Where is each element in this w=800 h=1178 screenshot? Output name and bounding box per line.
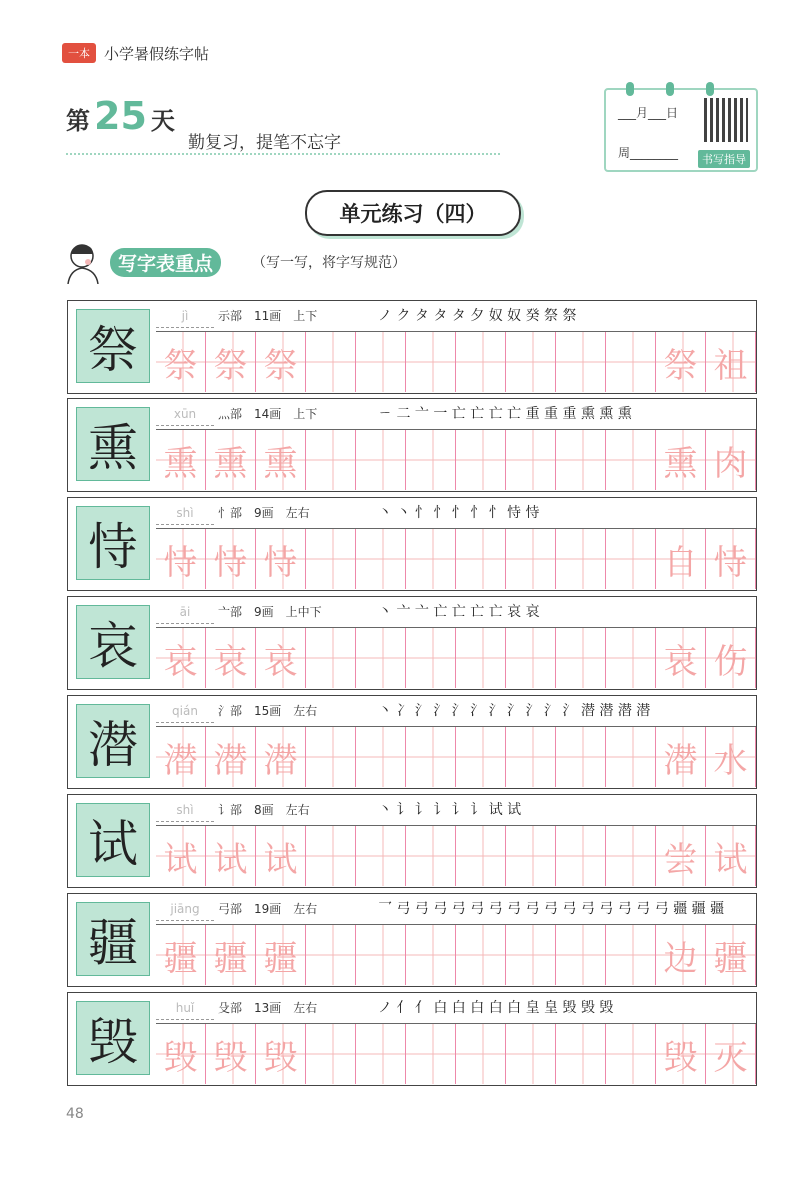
trace-character: 毁 bbox=[263, 1037, 298, 1078]
writing-cell[interactable] bbox=[356, 332, 406, 392]
writing-cell[interactable] bbox=[706, 925, 756, 985]
pinyin-box: qián bbox=[156, 700, 214, 723]
writing-cell[interactable] bbox=[656, 727, 706, 787]
section-hint: （写一写，将字写规范） bbox=[252, 255, 406, 271]
trace-character bbox=[406, 430, 455, 490]
trace-character bbox=[306, 430, 355, 490]
writing-cell[interactable] bbox=[506, 529, 556, 589]
writing-cell[interactable] bbox=[556, 332, 606, 392]
writing-cell[interactable] bbox=[706, 430, 756, 490]
trace-character: 祭 bbox=[163, 345, 198, 386]
writing-cell[interactable] bbox=[606, 925, 656, 985]
writing-cell[interactable] bbox=[456, 628, 506, 688]
writing-cell[interactable] bbox=[706, 628, 756, 688]
writing-cell[interactable] bbox=[406, 826, 456, 886]
day-title bbox=[66, 94, 175, 138]
page-number: 48 bbox=[66, 1106, 84, 1122]
writing-cell[interactable] bbox=[356, 826, 406, 886]
trace-character bbox=[456, 1024, 505, 1084]
trace-character bbox=[456, 826, 505, 886]
trace-character bbox=[456, 925, 505, 985]
trace-character bbox=[306, 925, 355, 985]
writing-cell[interactable] bbox=[306, 727, 356, 787]
writing-cell[interactable] bbox=[206, 332, 256, 392]
trace-character: 灭 bbox=[713, 1037, 748, 1078]
trace-character bbox=[606, 826, 655, 886]
trace-character bbox=[556, 332, 605, 392]
trace-character bbox=[556, 628, 605, 688]
trace-character bbox=[506, 332, 555, 392]
writing-grid bbox=[156, 429, 756, 490]
pinyin-box: shì bbox=[156, 502, 214, 525]
trace-character: 伤 bbox=[713, 641, 748, 682]
writing-cell[interactable] bbox=[406, 430, 456, 490]
stroke-order: 乛 弓 弓 弓 弓 弓 弓 弓 弓 弓 弓 弓 弓 弓 弓 弓 疆 疆 疆 bbox=[378, 901, 725, 917]
trace-character bbox=[556, 1024, 605, 1084]
trace-character bbox=[356, 925, 405, 985]
writing-cell[interactable] bbox=[606, 826, 656, 886]
trace-character bbox=[506, 925, 555, 985]
model-character: 恃 bbox=[76, 506, 150, 580]
writing-cell[interactable] bbox=[456, 430, 506, 490]
trace-character bbox=[406, 628, 455, 688]
trace-character: 疆 bbox=[163, 938, 198, 979]
writing-grid bbox=[156, 528, 756, 589]
model-character: 潜 bbox=[76, 704, 150, 778]
practice-row bbox=[67, 992, 757, 1086]
trace-character: 试 bbox=[163, 839, 198, 880]
date-field[interactable]: ___月___日 bbox=[618, 106, 679, 120]
series-title: 小学暑假练字帖 bbox=[104, 44, 210, 63]
pinyin-box: jiāng bbox=[156, 898, 214, 921]
writing-cell[interactable] bbox=[206, 628, 256, 688]
binder-pin-icon bbox=[666, 82, 674, 96]
trace-character bbox=[306, 628, 355, 688]
trace-character: 自 bbox=[663, 542, 698, 583]
writing-cell[interactable] bbox=[456, 332, 506, 392]
trace-character bbox=[356, 332, 405, 392]
writing-cell[interactable] bbox=[356, 925, 406, 985]
writing-cell[interactable] bbox=[356, 529, 406, 589]
stroke-order: 丶 亠 亠 亡 亡 亡 亡 哀 哀 bbox=[378, 604, 540, 620]
character-info: 灬部 14画 上下 bbox=[218, 407, 318, 421]
writing-cell[interactable] bbox=[556, 628, 606, 688]
trace-character bbox=[606, 628, 655, 688]
writing-cell[interactable] bbox=[156, 332, 206, 392]
trace-character bbox=[456, 529, 505, 589]
qr-code-icon[interactable] bbox=[704, 98, 748, 142]
pinyin-box: āi bbox=[156, 601, 214, 624]
writing-cell[interactable] bbox=[206, 529, 256, 589]
writing-cell[interactable] bbox=[606, 727, 656, 787]
writing-cell[interactable] bbox=[156, 826, 206, 886]
trace-character: 哀 bbox=[213, 641, 248, 682]
character-info: 讠部 8画 左右 bbox=[218, 803, 310, 817]
character-info: 亠部 9画 上中下 bbox=[218, 605, 322, 619]
writing-cell[interactable] bbox=[556, 529, 606, 589]
stroke-order: ノ ク タ タ タ 夕 奴 奴 癸 祭 祭 bbox=[378, 308, 577, 324]
writing-cell[interactable] bbox=[506, 430, 556, 490]
writing-cell[interactable] bbox=[306, 925, 356, 985]
writing-cell[interactable] bbox=[506, 826, 556, 886]
character-info: 殳部 13画 左右 bbox=[218, 1001, 318, 1015]
practice-row bbox=[67, 596, 757, 690]
writing-cell[interactable] bbox=[156, 727, 206, 787]
stroke-order: 丶 讠 讠 讠 讠 讠 试 试 bbox=[378, 802, 522, 818]
writing-cell[interactable] bbox=[456, 727, 506, 787]
writing-cell[interactable] bbox=[506, 628, 556, 688]
trace-character: 试 bbox=[713, 839, 748, 880]
writing-cell[interactable] bbox=[256, 628, 306, 688]
trace-character: 边 bbox=[663, 938, 698, 979]
writing-cell[interactable] bbox=[606, 332, 656, 392]
stroke-order: 丶 冫 氵 氵 氵 氵 氵 氵 氵 氵 氵 潜 潜 潜 潜 bbox=[378, 703, 651, 719]
writing-cell[interactable] bbox=[606, 628, 656, 688]
character-info: 弓部 19画 左右 bbox=[218, 902, 318, 916]
stroke-order: ノ 亻 亻 白 白 白 白 白 皇 皇 毁 毁 毁 bbox=[378, 1000, 614, 1016]
trace-character: 毁 bbox=[163, 1037, 198, 1078]
writing-cell[interactable] bbox=[556, 1024, 606, 1084]
writing-cell[interactable] bbox=[506, 332, 556, 392]
writing-cell[interactable] bbox=[306, 430, 356, 490]
writing-cell[interactable] bbox=[656, 529, 706, 589]
writing-cell[interactable] bbox=[356, 727, 406, 787]
trace-character: 祭 bbox=[263, 345, 298, 386]
trace-character bbox=[456, 628, 505, 688]
writing-cell[interactable] bbox=[356, 430, 406, 490]
writing-cell[interactable] bbox=[656, 628, 706, 688]
practice-row bbox=[67, 695, 757, 789]
stroke-order: ㄧ 二 亠 一 亡 亡 亡 亡 重 重 重 熏 熏 熏 bbox=[378, 406, 632, 422]
writing-cell[interactable] bbox=[456, 925, 506, 985]
trace-character: 潜 bbox=[663, 740, 698, 781]
writing-cell[interactable] bbox=[706, 529, 756, 589]
trace-character bbox=[506, 826, 555, 886]
trace-character bbox=[606, 332, 655, 392]
trace-character bbox=[606, 1024, 655, 1084]
trace-character: 尝 bbox=[663, 839, 698, 880]
pinyin-box: huǐ bbox=[156, 997, 214, 1020]
writing-cell[interactable] bbox=[406, 529, 456, 589]
date-box bbox=[604, 88, 758, 172]
trace-character bbox=[356, 529, 405, 589]
trace-character bbox=[456, 727, 505, 787]
practice-row bbox=[67, 794, 757, 888]
trace-character bbox=[406, 826, 455, 886]
trace-character bbox=[506, 1024, 555, 1084]
stroke-order: 丶 丶 忄 忄 忄 忄 忄 恃 恃 bbox=[378, 505, 540, 521]
trace-character: 试 bbox=[213, 839, 248, 880]
practice-row bbox=[67, 893, 757, 987]
writing-cell[interactable] bbox=[656, 332, 706, 392]
trace-character: 肉 bbox=[713, 443, 748, 484]
writing-cell[interactable] bbox=[306, 628, 356, 688]
writing-cell[interactable] bbox=[406, 727, 456, 787]
writing-cell[interactable] bbox=[156, 925, 206, 985]
header bbox=[62, 40, 209, 66]
trace-character: 哀 bbox=[663, 641, 698, 682]
trace-character: 毁 bbox=[213, 1037, 248, 1078]
day-suffix: 天 bbox=[150, 107, 175, 135]
day-prefix: 第 bbox=[66, 107, 90, 135]
writing-cell[interactable] bbox=[606, 1024, 656, 1084]
writing-cell[interactable] bbox=[456, 529, 506, 589]
divider bbox=[66, 153, 500, 155]
pinyin-box: jì bbox=[156, 305, 214, 328]
binder-pin-icon bbox=[706, 82, 714, 96]
qr-caption: 书写指导 bbox=[698, 150, 750, 168]
model-character: 祭 bbox=[76, 309, 150, 383]
character-info: 忄部 9画 左右 bbox=[218, 506, 310, 520]
writing-grid bbox=[156, 627, 756, 688]
day-number: 25 bbox=[94, 94, 147, 138]
writing-cell[interactable] bbox=[556, 430, 606, 490]
writing-cell[interactable] bbox=[556, 826, 606, 886]
character-info: 氵部 15画 左右 bbox=[218, 704, 318, 718]
writing-cell[interactable] bbox=[406, 1024, 456, 1084]
writing-cell[interactable] bbox=[556, 727, 606, 787]
binder-pin-icon bbox=[626, 82, 634, 96]
trace-character: 水 bbox=[713, 740, 748, 781]
pinyin-box: shì bbox=[156, 799, 214, 822]
writing-cell[interactable] bbox=[206, 925, 256, 985]
writing-grid bbox=[156, 924, 756, 985]
model-character: 疆 bbox=[76, 902, 150, 976]
trace-character bbox=[556, 925, 605, 985]
trace-character: 恃 bbox=[213, 542, 248, 583]
writing-cell[interactable] bbox=[356, 1024, 406, 1084]
trace-character bbox=[456, 332, 505, 392]
trace-character bbox=[406, 727, 455, 787]
trace-character: 熏 bbox=[163, 443, 198, 484]
model-character: 哀 bbox=[76, 605, 150, 679]
trace-character: 疆 bbox=[263, 938, 298, 979]
writing-cell[interactable] bbox=[256, 1024, 306, 1084]
brand-badge: 一本 bbox=[62, 43, 96, 63]
trace-character: 疆 bbox=[213, 938, 248, 979]
pinyin-box: xūn bbox=[156, 403, 214, 426]
unit-title: 单元练习（四） bbox=[305, 190, 521, 236]
week-field[interactable]: 周________ bbox=[618, 146, 679, 160]
writing-cell[interactable] bbox=[506, 1024, 556, 1084]
writing-cell[interactable] bbox=[156, 430, 206, 490]
trace-character: 试 bbox=[263, 839, 298, 880]
writing-cell[interactable] bbox=[306, 332, 356, 392]
trace-character bbox=[356, 826, 405, 886]
trace-character bbox=[356, 628, 405, 688]
writing-cell[interactable] bbox=[556, 925, 606, 985]
writing-cell[interactable] bbox=[706, 332, 756, 392]
trace-character bbox=[506, 628, 555, 688]
writing-cell[interactable] bbox=[656, 1024, 706, 1084]
writing-grid bbox=[156, 726, 756, 787]
trace-character: 毁 bbox=[663, 1037, 698, 1078]
trace-character bbox=[356, 727, 405, 787]
writing-cell[interactable] bbox=[456, 1024, 506, 1084]
trace-character: 熏 bbox=[663, 443, 698, 484]
trace-character bbox=[506, 529, 555, 589]
trace-character: 熏 bbox=[213, 443, 248, 484]
writing-grid bbox=[156, 331, 756, 392]
writing-cell[interactable] bbox=[306, 1024, 356, 1084]
writing-cell[interactable] bbox=[656, 430, 706, 490]
character-info: 示部 11画 上下 bbox=[218, 309, 318, 323]
trace-character: 恃 bbox=[163, 542, 198, 583]
trace-character bbox=[556, 529, 605, 589]
writing-cell[interactable] bbox=[406, 925, 456, 985]
writing-cell[interactable] bbox=[256, 925, 306, 985]
writing-cell[interactable] bbox=[606, 430, 656, 490]
writing-cell[interactable] bbox=[256, 727, 306, 787]
writing-cell[interactable] bbox=[456, 826, 506, 886]
writing-cell[interactable] bbox=[206, 727, 256, 787]
writing-cell[interactable] bbox=[206, 430, 256, 490]
writing-cell[interactable] bbox=[156, 628, 206, 688]
trace-character bbox=[606, 925, 655, 985]
trace-character bbox=[556, 727, 605, 787]
writing-grid bbox=[156, 1023, 756, 1084]
writing-cell[interactable] bbox=[206, 826, 256, 886]
trace-character: 熏 bbox=[263, 443, 298, 484]
trace-character bbox=[406, 1024, 455, 1084]
trace-character bbox=[306, 332, 355, 392]
trace-character bbox=[606, 529, 655, 589]
writing-cell[interactable] bbox=[306, 529, 356, 589]
trace-character bbox=[456, 430, 505, 490]
writing-cell[interactable] bbox=[606, 529, 656, 589]
trace-character bbox=[306, 529, 355, 589]
model-character: 熏 bbox=[76, 407, 150, 481]
trace-character bbox=[606, 430, 655, 490]
trace-character bbox=[556, 826, 605, 886]
trace-character: 哀 bbox=[163, 641, 198, 682]
writing-cell[interactable] bbox=[706, 826, 756, 886]
section-title: 写字表重点 bbox=[110, 248, 221, 277]
trace-character bbox=[306, 826, 355, 886]
trace-character: 祭 bbox=[663, 345, 698, 386]
slogan: 勤复习，提笔不忘字 bbox=[188, 133, 341, 153]
trace-character bbox=[406, 925, 455, 985]
trace-character: 恃 bbox=[263, 542, 298, 583]
trace-character bbox=[306, 727, 355, 787]
writing-cell[interactable] bbox=[406, 628, 456, 688]
writing-cell[interactable] bbox=[506, 925, 556, 985]
writing-cell[interactable] bbox=[706, 1024, 756, 1084]
writing-cell[interactable] bbox=[356, 628, 406, 688]
writing-cell[interactable] bbox=[206, 1024, 256, 1084]
trace-character bbox=[606, 727, 655, 787]
trace-character: 潜 bbox=[213, 740, 248, 781]
trace-character: 恃 bbox=[713, 542, 748, 583]
writing-cell[interactable] bbox=[256, 826, 306, 886]
trace-character bbox=[406, 332, 455, 392]
writing-cell[interactable] bbox=[306, 826, 356, 886]
writing-cell[interactable] bbox=[656, 826, 706, 886]
trace-character: 疆 bbox=[713, 938, 748, 979]
writing-cell[interactable] bbox=[656, 925, 706, 985]
writing-cell[interactable] bbox=[156, 1024, 206, 1084]
trace-character bbox=[506, 430, 555, 490]
writing-cell[interactable] bbox=[406, 332, 456, 392]
writing-cell[interactable] bbox=[706, 727, 756, 787]
trace-character bbox=[506, 727, 555, 787]
trace-character bbox=[556, 430, 605, 490]
writing-cell[interactable] bbox=[506, 727, 556, 787]
trace-character bbox=[406, 529, 455, 589]
writing-cell[interactable] bbox=[156, 529, 206, 589]
writing-grid bbox=[156, 825, 756, 886]
trace-character: 潜 bbox=[163, 740, 198, 781]
trace-character bbox=[356, 430, 405, 490]
practice-row bbox=[67, 300, 757, 394]
trace-character: 潜 bbox=[263, 740, 298, 781]
practice-row bbox=[67, 497, 757, 591]
trace-character bbox=[356, 1024, 405, 1084]
writing-cell[interactable] bbox=[256, 529, 306, 589]
trace-character bbox=[306, 1024, 355, 1084]
writing-cell[interactable] bbox=[256, 332, 306, 392]
trace-character: 祖 bbox=[713, 345, 748, 386]
model-character: 试 bbox=[76, 803, 150, 877]
trace-character: 哀 bbox=[263, 641, 298, 682]
student-illustration-icon bbox=[62, 240, 108, 284]
writing-cell[interactable] bbox=[256, 430, 306, 490]
practice-row bbox=[67, 398, 757, 492]
model-character: 毁 bbox=[76, 1001, 150, 1075]
trace-character: 祭 bbox=[213, 345, 248, 386]
